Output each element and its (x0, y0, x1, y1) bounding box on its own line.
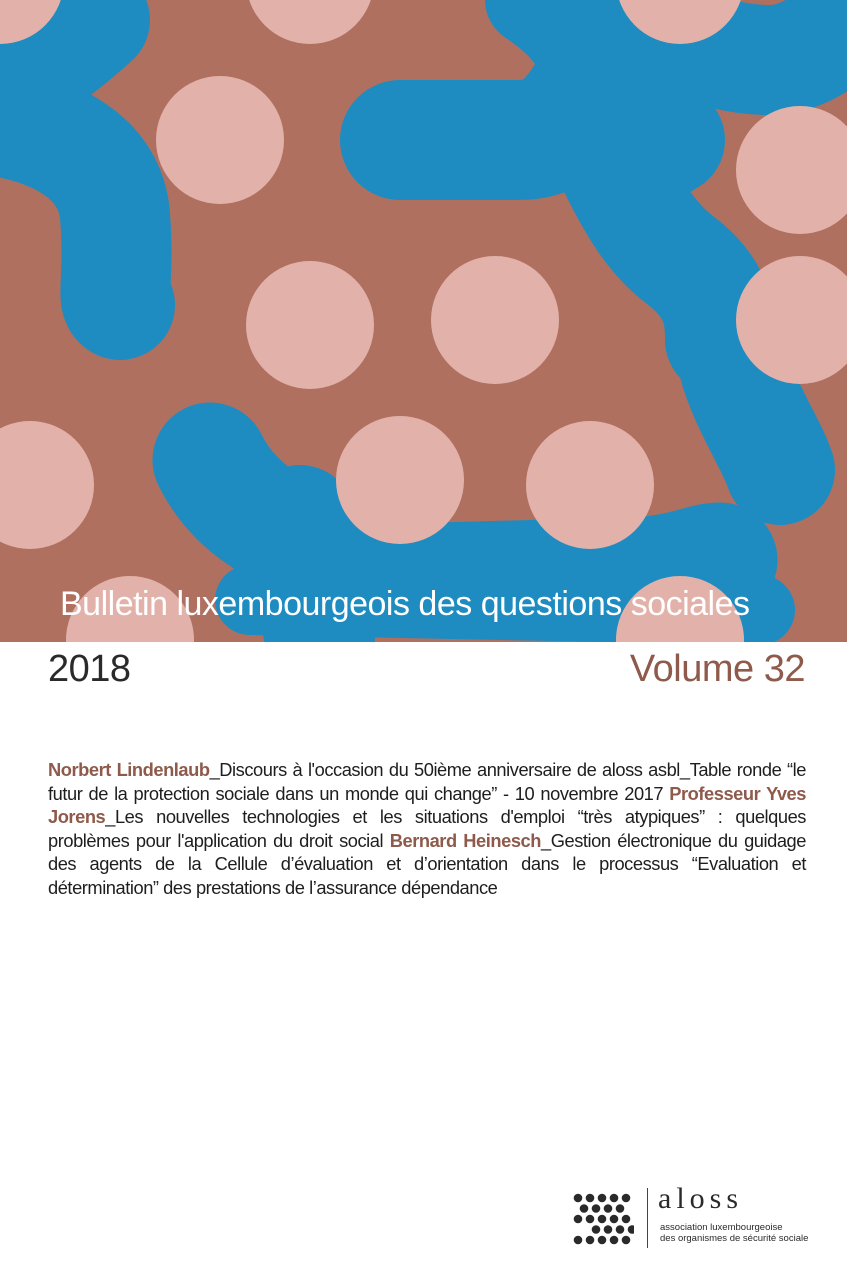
logo-dot (622, 1236, 631, 1245)
logo-dot (610, 1236, 619, 1245)
logo-dot (586, 1215, 595, 1224)
pattern-circle (526, 421, 654, 549)
logo-dot (574, 1215, 583, 1224)
author-name: Norbert Lindenlaub (48, 759, 210, 780)
logo-dot (598, 1194, 607, 1203)
logo-dot (592, 1204, 601, 1213)
pattern-circle (246, 261, 374, 389)
logo-dot (586, 1236, 595, 1245)
logo-dot (622, 1215, 631, 1224)
logo-dot (610, 1215, 619, 1224)
logo-dot (622, 1194, 631, 1203)
logo-dot (616, 1225, 625, 1234)
author-name: Bernard Heinesch (389, 829, 541, 851)
article-title: _Les nouvelles technologies et les situations d'emploi “très atypiques” : quelques problèmes pour l'application du droit social (48, 806, 806, 851)
logo-divider (647, 1188, 648, 1248)
logo-dot (586, 1194, 595, 1203)
logo-tagline (660, 1222, 808, 1244)
logo-dot (604, 1225, 613, 1234)
author-name: Professeur Yves Jorens (48, 782, 806, 828)
article-title: _Discours à l'occasion du 50ième anniversaire de aloss asbl_Table ronde “le futur de la protection sociale dans un monde qui change” - 10 novembre 2017 (48, 759, 806, 804)
volume-number: Volume 32 (629, 648, 805, 690)
logo-dot (574, 1236, 583, 1245)
logo-dot (628, 1225, 634, 1234)
logo-dot (574, 1194, 583, 1203)
logo-dot (580, 1204, 589, 1213)
logo-wordmark: aloss (658, 1182, 743, 1215)
logo-dot (598, 1236, 607, 1245)
pattern-circle (336, 416, 464, 544)
issue-year: 2018 (48, 648, 131, 690)
logo-dot (604, 1204, 613, 1213)
aloss-logo (572, 1182, 822, 1248)
logo-tagline-line2: des organismes de sécurité sociale (660, 1233, 809, 1244)
pattern-circle (431, 256, 559, 384)
logo-dot (592, 1225, 601, 1234)
logo-dot (598, 1215, 607, 1224)
logo-dot (616, 1204, 625, 1213)
logo-tagline-line1: association luxembourgeoise (660, 1222, 783, 1233)
logo-dot (610, 1194, 619, 1203)
pattern-circle (156, 76, 284, 204)
table-of-contents (48, 758, 806, 900)
bulletin-title: Bulletin luxembourgeois des questions sociales (60, 585, 750, 623)
aloss-dots-icon (572, 1192, 634, 1246)
article-title: _Gestion électronique du guidage des agents de la Cellule d’évaluation et d’orientation dans le processus “Evaluation et détermination” des prestations de l’assurance dépendance (48, 829, 806, 898)
